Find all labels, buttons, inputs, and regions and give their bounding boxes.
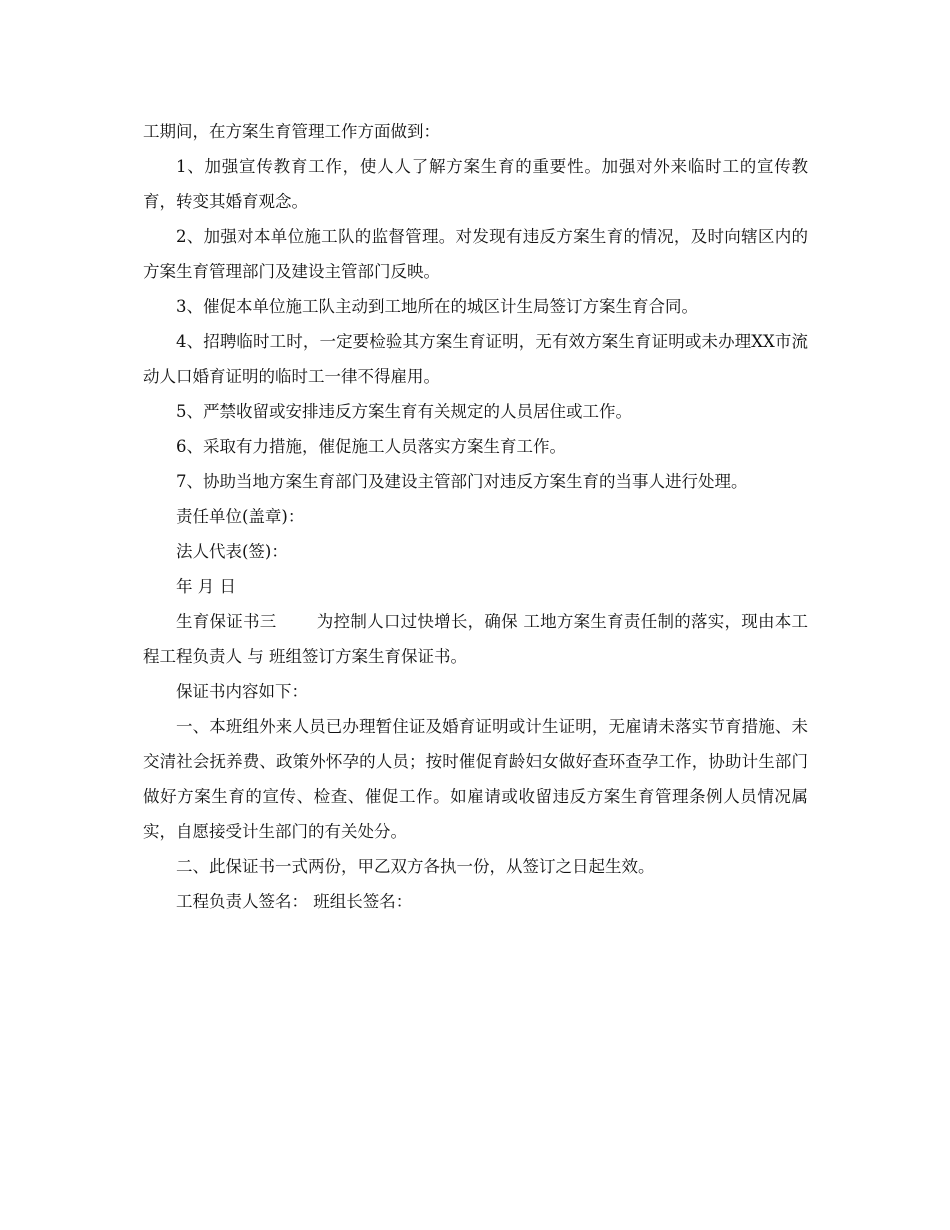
- date-line: 年 月 日: [176, 577, 236, 596]
- guarantee-content-heading: 保证书内容如下：: [176, 682, 308, 701]
- paragraph-intro: 工期间，在方案生育管理工作方面做到：: [143, 122, 440, 141]
- legal-representative-signature: 法人代表(签)：: [176, 542, 288, 561]
- paragraph-item-1: 1、加强宣传教育工作，使人人了解方案生育的重要性。加强对外来临时工的宣传教育，转变其婚育观念。: [143, 157, 808, 211]
- section-three-paragraph: [143, 604, 808, 674]
- paragraph-item-2: 2、加强对本单位施工队的监督管理。对发现有违反方案生育的情况，及时向辖区内的方案生育管理部门及建设主管部门反映。: [143, 227, 808, 281]
- guarantee-clause-2: 二、此保证书一式两份，甲乙双方各执一份，从签订之日起生效。: [176, 857, 655, 876]
- signature-line: 工程负责人签名： 班组长签名：: [176, 892, 413, 911]
- paragraph-item-6: 6、采取有力措施，催促施工人员落实方案生育工作。: [176, 437, 566, 456]
- paragraph-item-5: 5、严禁收留或安排违反方案生育有关规定的人员居住或工作。: [176, 402, 632, 421]
- paragraph-item-3: 3、催促本单位施工队主动到工地所在的城区计生局签订方案生育合同。: [176, 297, 698, 316]
- paragraph-item-7: 7、协助当地方案生育部门及建设主管部门对违反方案生育的当事人进行处理。: [176, 472, 748, 491]
- guarantee-clause-1: 一、本班组外来人员已办理暂住证及婚育证明或计生证明，无雇请未落实节育措施、未交清社会抚养费、政策外怀孕的人员；按时催促育龄妇女做好查环查孕工作，协助计生部门做好方案生育的宣传、检查、催促工作。如雇请或收留违反方案生育管理条例人员情况属实，自愿接受计生部门的有关处分。: [143, 717, 808, 841]
- paragraph-item-4: 4、招聘临时工时，一定要检验其方案生育证明，无有效方案生育证明或未办理XX市流动人口婚育证明的临时工一律不得雇用。: [143, 332, 808, 386]
- responsible-unit-seal: 责任单位(盖章)：: [176, 507, 305, 526]
- section-three-intro: 为控制人口过快增长，确保 工地方案生育责任制的落实，现由本工程工程负责人 与 班组签订方案生育保证书。: [143, 612, 809, 666]
- document-body: [143, 114, 808, 919]
- section-three-title: 生育保证书三: [176, 612, 277, 631]
